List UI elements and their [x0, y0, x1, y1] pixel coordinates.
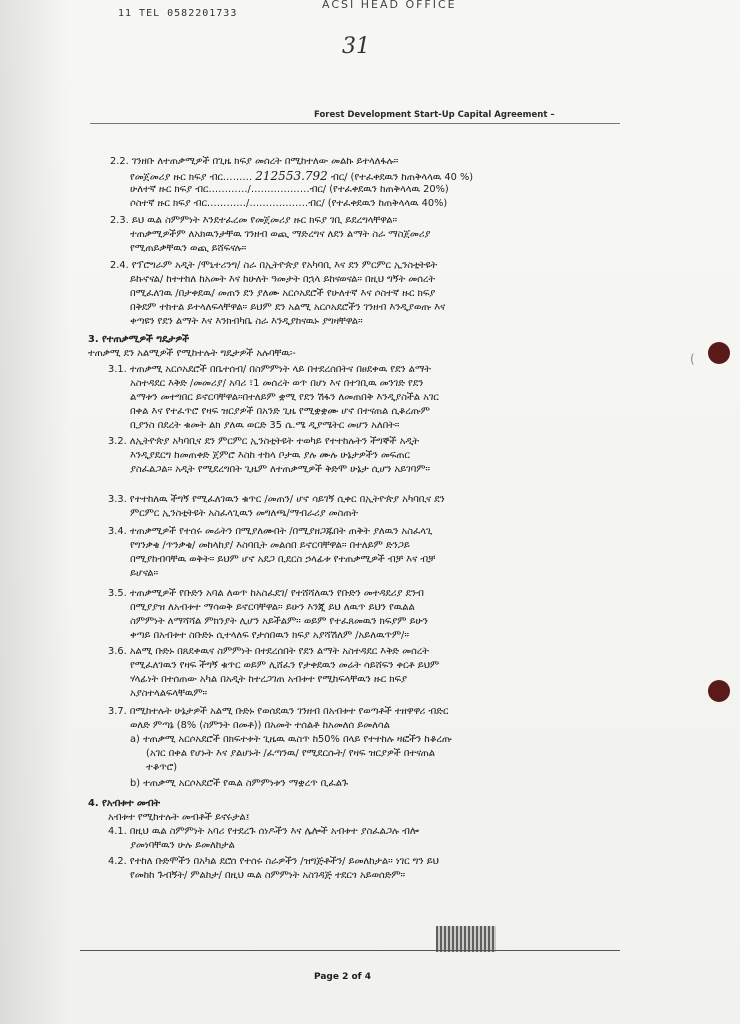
section-heading: 3. የተጠቃሚዎች ግዴታዎች: [88, 334, 190, 345]
scan-mark: (: [690, 352, 695, 366]
text-line: 4.2. የተከለ ቡድሞችን በአካል ደሮሰ የተሰሩ ስራዎችን /ዝግጅቶችን/ ይመለከታል። ነገር ግን ይህ: [108, 856, 439, 867]
text-line: 3.4. ተጠቃሚዎች የተሰሩ መሬትን በሚያለሙበት /በሚያዘጋጁበት ጠቅት ያለዉን አስፈላጊ: [108, 526, 433, 537]
text-line: ተጠቃሚዎችም ለአክዉንታቸዉ ገንዘብ ወጪ ማድረግና ለደን ልማት ስራ ማስጀመሪያ: [130, 229, 431, 240]
text-line: እንዲያደርግ ከመጠቀድ ጀምሮ እስከ ተከላ ቦታዉ ያሉ ሙሉ ሁኔታዎችን መፍጠር: [130, 450, 410, 461]
text-line: ተጠቃሚ ደን አልሚዎች የሚከተሉት ግዴታዎች አሉባቸዉ፡-: [88, 348, 296, 359]
text-line: በሚያከብባቸዉ ወቅት። ይህም ሆኖ አደጋ ቢደርስ ኃላፊቱ የተጠቃሚዎች ብቻ እና ብቻ: [130, 554, 436, 565]
text-line: ስምምነት ለማሻሻል ምክንያት ሊሆን አይችልም። ወይም የተፈጸመዉን ክፍያም ይሁን: [130, 616, 428, 627]
text-line: የግንቃቄ /ጥንቃቄ/ መከላከያ/ እስባቢት መልሰበ ይኖርባቸዋል። በተለይም ድንጋይ: [130, 540, 410, 551]
text-line: 2.3. ይህ ዉል ስምምነት እንደተፈረመ የመጀመሪያ ዙር ክፍያ ገቢ ይደረግላቸዋል።: [110, 215, 398, 226]
text-line: 3.5. ተጠቃሚዎች የቡድን አባል ለወጥ ከአስፈደገ/ የተሸሻለዉን የቡድን መተዳደሪያ ደንብ: [108, 588, 424, 599]
text-line: የመከከ ጉብኝት/ ምልከታ/ በዚህ ዉል ስምምነት አስገዳጅ ተደርጎ አይወሰድም።: [130, 870, 406, 881]
text-line: ሃላፊነት በተሰጠው አካል በአዲት ከተረጋገጠ አብቱተ የሚከፍላቸዉን ዙር ክፍያ: [130, 674, 407, 685]
text-line: ሁለተኛ ዙር ክፍያ ብር…………/………………ብር/ (የተፈቀደዉን ከጠቅላላዉ 20%): [130, 184, 449, 195]
text-line: a) ተጠቃሚ አርሶአደሮች በክፍተቱት ጊዜዉ ዉስጥ ከ50% በላይ የተተከሉ ዛፎችን ከቆረጡ: [130, 734, 452, 745]
text-line: 2.4. የፕሮግራም አዲት /ሞኒተሪንግ/ ስራ በኢትዮጵያ የአካባቢ እና ደን ምርምር ኢንስቲትዩት: [110, 260, 438, 271]
text-line: የሚፈለገዉን የዛፍ ችግኝ ቁጥር ወይም ሊሸፈን የታቀደዉን መሬት ሳይሸፍን ቀርቶ ይህም: [130, 660, 440, 671]
text-line: የሚጠይቃቸዉን ወጪ ይሸፍናሉ።: [130, 243, 247, 254]
text-line: አብቱተ የሚከተሉት መብቶች ይኖሩታል፤: [108, 812, 250, 823]
header-rule: [90, 123, 620, 124]
text-line: ይሆናል።: [130, 568, 159, 579]
fax-header-phone: 11 TEL 0582201733: [118, 8, 238, 19]
footer-rule: [80, 950, 620, 951]
text-line: 3.7. በሚከተሉት ሁኔታዎች አልሚ ቡድኑ የወሰደዉን ገንዘብ በአብቱተ የወጣቶች ተዘዋዋሪ ብድር: [108, 706, 449, 717]
page-number: Page 2 of 4: [314, 972, 371, 982]
text-line: b) ተጠቃሚ አርሶአደሮች የዉል ስምምነቱን ማቋረጥ ቢፈልጉ: [130, 778, 349, 789]
text-line: አስተዳደር እቅድ /መመሪያ/ አባሪ ፣1 መሰረት ወጥ በሆነ እና በተገቢዉ መንገድ የደን: [130, 378, 424, 389]
running-header: Forest Development Start-Up Capital Agreement –: [314, 110, 555, 120]
text-line: 3.6. አልሚ ቡድኑ በጸደቀዉና ስምምነት በተደረሰበት የደን ልማት አስተዳደር እቅድ መሰረት: [108, 646, 429, 657]
text-line: በቅደም ተከተል ይተላለፍላቸዋል። ይህም ደን አልሚ አርሶአደሮችን ገንዘብ እንዲያወጡ እና: [130, 302, 446, 313]
text-line: ያመነባቸዉን ሁሉ ይመለከታል: [130, 840, 235, 851]
text-line: አያስተላልፍላቸዉም።: [130, 688, 208, 699]
text-line: ልማቱን መተግበር ይኖርባቸዋል።በተለይም ቋሚ የደን ሽፋን ለመጠበቅ እንዲያስችል አገር: [130, 392, 439, 403]
text-line: 2.2. ገንዘቡ ለተጠቃሚዎች በጊዜ ክፍያ መሰረት በሚከተለው መልኩ ይተላለፋሉ።: [110, 156, 399, 167]
text-line: 3.3. የተተከለዉ ችግኝ የሚፈለገዉን ቁጥር /መጠን/ ሆኖ ሳይገኝ ሲቀር በኢትዮጵያ አካባቢና ደን: [108, 494, 445, 505]
hole-punch: [708, 680, 730, 702]
text-line: 3.1. ተጠቃሚ አርሶአደሮች በቤተሰብ/ በስምምነት ላይ በተደረሰበትና በፀደቀዉ የደን ልማት: [108, 364, 431, 375]
text-line: በሚያያዝ ለአብቱተ ማሳወቅ ይኖርባቸዋል። ይሁን እንጂ ይህ ለዉጥ ይህን የዉልል: [130, 602, 415, 613]
text-line: (አገር በቀል የሆኑት እና ያልሆኑት /ፈጣንዉ/ የሚደርሱት/ የዛፍ ዝርያዎች በተናጠል: [146, 748, 435, 759]
text-line: ይኩኖናል/ ከተተከለ ከአመት እና ከሁለት ዓመታት በኋላ ይከናወናል። በዚህ ግኝት መሰረት: [130, 274, 436, 285]
signature-stamp: [436, 926, 496, 952]
handwritten-page-number: 31: [342, 34, 370, 59]
text-line: ምርምር ኢንስቲትዩት አስፈላጊዉን መግለጫ/ማብራሪያ መስጠት: [130, 508, 359, 519]
text-line: ያስፈልጋል። አዲት የሚደረግበት ጊዜም ለተጠቃሚዎች ቅድሞ ሁኔታ ሲሆን አይገባም።: [130, 464, 430, 475]
text-line: ቢያንስ በደረት ቁመት ልክ ያለዉ ወርድ 35 ሴ.ሜ ዲያሜትር መሆን አለበት።: [130, 420, 400, 431]
handwritten-amount: 212553.792: [255, 170, 328, 183]
text-line: ሶስተኛ ዙር ክፍያ ብር…………/………………ብር/ (የተፈቀደዉን ከጠቅላላዉ 40%): [130, 198, 448, 209]
fax-header-office: ACSI HEAD OFFICE: [322, 0, 457, 11]
text-line: በሚፈለገዉ /በታቀደዉ/ መጠን ደን ያለሙ አርሶአደሮች የሁለተኛ እና ሶስተኛ ዙር ክፍያ: [130, 288, 436, 299]
text-line: የመጀመሪያ ዙር ክፍያ ብር……… 212553.792 ብር/ (የተፈቀደዉን ከጠቅላላዉ 40 %): [130, 170, 474, 183]
text-line: ቀጣዩን የደን ልማት እና እንክብካቤ ስራ እንዲያከናዉኑ ያግዛቸዋል።: [130, 316, 363, 327]
text-line: 4.1. በዚህ ዉል ስምምነት አባሪ የተደረጉ ሰነዶችን እና ሌሎች አብቱተ ያስፈልጋሉ ብሎ: [108, 826, 419, 837]
hole-punch: [708, 342, 730, 364]
text-line: ቀጣይ በአብቱተ ስቡድኑ ሲተላለፍ የታሰበዉን ክፍያ አያሻሽለም /አይለዉጥም/።: [130, 630, 409, 641]
text-line: ተቆጥሮ): [146, 762, 178, 773]
text-line: ወለድ ምጣኔ (8% (ስምንት በመቶ)) በአመት ተሰልቶ ከአመለሰ ይመለሳል: [130, 720, 390, 731]
scan-shadow: [0, 0, 70, 1024]
section-heading: 4. የአብቱተ መብት: [88, 798, 161, 809]
text-line: በቀል እና የተፈጥሮ የዛፍ ዝርያዎች በአንድ ጊዜ የሚቋቋሙ ሆኖ በተናጠል ሲቆረጡም: [130, 406, 430, 417]
text-line: 3.2. ለኢትዮጵያ አካባቢና ደን ምርምር ኢንስቲትዩት ተወካይ የተተከሉትን ችግኞች አዲት: [108, 436, 420, 447]
